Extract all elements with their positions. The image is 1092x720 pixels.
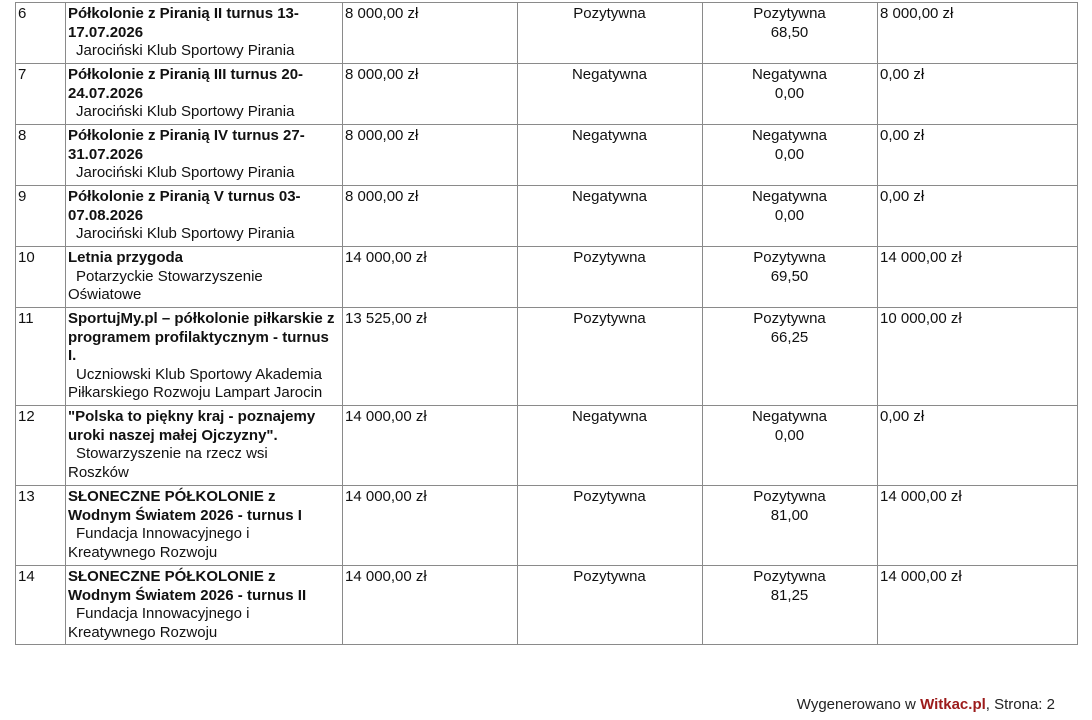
row-number-cell: 10 xyxy=(16,247,66,308)
table-row xyxy=(16,64,1078,125)
merit-assessment-cell xyxy=(703,3,878,64)
merit-assessment-cell xyxy=(703,247,878,308)
organization-name-continued: Kreatywnego Rozwoju xyxy=(68,543,218,561)
formal-assessment-cell: Negatywna xyxy=(518,125,703,186)
merit-score: 66,25 xyxy=(770,328,809,346)
organization-name: Fundacja Innowacyjnego i xyxy=(76,525,250,542)
granted-amount-cell: 14 000,00 zł xyxy=(878,486,1078,566)
task-title: SŁONECZNE PÓŁKOLONIE z Wodnym Światem 2026 - turnus II xyxy=(68,568,307,604)
granted-amount-cell: 0,00 zł xyxy=(878,125,1078,186)
table-row xyxy=(16,247,1078,308)
footer-brand-link[interactable]: Witkac.pl xyxy=(920,696,986,713)
task-title: Półkolonie z Piranią III turnus 20-24.07.2026 xyxy=(68,66,304,102)
organization-name: Jarociński Klub Sportowy Pirania xyxy=(76,42,295,59)
task-title: "Polska to piękny kraj - poznajemy uroki naszej małej Ojczyzny". xyxy=(68,408,316,444)
task-cell xyxy=(66,64,343,125)
merit-status: Pozytywna xyxy=(753,5,826,22)
merit-assessment-cell xyxy=(703,308,878,406)
merit-score: 0,00 xyxy=(774,426,805,444)
organization-name-continued: Roszków xyxy=(68,463,129,481)
requested-amount-cell: 14 000,00 zł xyxy=(343,486,518,566)
organization-name: Stowarzyszenie na rzecz wsi xyxy=(76,445,268,462)
granted-amount-cell: 10 000,00 zł xyxy=(878,308,1078,406)
organization-name-continued: Oświatowe xyxy=(68,286,142,303)
formal-assessment-cell: Pozytywna xyxy=(518,486,703,566)
table-row xyxy=(16,566,1078,645)
requested-amount-cell: 8 000,00 zł xyxy=(343,3,518,64)
formal-assessment-cell: Negatywna xyxy=(518,406,703,486)
merit-status: Negatywna xyxy=(751,66,828,83)
organization-name-continued: Kreatywnego Rozwoju xyxy=(68,623,218,641)
organization-name: Fundacja Innowacyjnego i xyxy=(76,605,250,622)
task-cell xyxy=(66,247,343,308)
granted-amount-cell: 8 000,00 zł xyxy=(878,3,1078,64)
row-number-cell: 13 xyxy=(16,486,66,566)
results-table-body xyxy=(16,3,1078,645)
merit-status: Pozytywna xyxy=(753,488,826,505)
merit-status: Pozytywna xyxy=(753,310,826,327)
requested-amount-cell: 13 525,00 zł xyxy=(343,308,518,406)
organization-name-continued: Piłkarskiego Rozwoju Lampart Jarocin xyxy=(68,384,323,401)
task-title: SportujMy.pl – półkolonie piłkarskie z programem profilaktycznym - turnus I. xyxy=(68,310,335,364)
page-footer xyxy=(797,696,1055,713)
footer-page-number: , Strona: 2 xyxy=(985,696,1055,713)
organization-name: Jarociński Klub Sportowy Pirania xyxy=(76,164,295,181)
task-cell xyxy=(66,186,343,247)
task-title: Półkolonie z Piranią V turnus 03-07.08.2026 xyxy=(68,188,301,224)
table-row xyxy=(16,486,1078,566)
task-cell xyxy=(66,125,343,186)
formal-assessment-cell: Pozytywna xyxy=(518,247,703,308)
task-cell xyxy=(66,406,343,486)
merit-assessment-cell xyxy=(703,486,878,566)
granted-amount-cell: 14 000,00 zł xyxy=(878,566,1078,645)
requested-amount-cell: 14 000,00 zł xyxy=(343,406,518,486)
requested-amount-cell: 8 000,00 zł xyxy=(343,64,518,125)
merit-score: 81,00 xyxy=(770,506,809,524)
merit-assessment-cell xyxy=(703,566,878,645)
row-number-cell: 14 xyxy=(16,566,66,645)
formal-assessment-cell: Pozytywna xyxy=(518,3,703,64)
table-row xyxy=(16,308,1078,406)
granted-amount-cell: 0,00 zł xyxy=(878,64,1078,125)
task-title: Półkolonie z Piranią II turnus 13-17.07.2026 xyxy=(68,5,299,41)
row-number-cell: 6 xyxy=(16,3,66,64)
task-cell xyxy=(66,566,343,645)
granted-amount-cell: 0,00 zł xyxy=(878,406,1078,486)
footer-prefix: Wygenerowano w xyxy=(796,696,921,713)
merit-assessment-cell xyxy=(703,125,878,186)
organization-name: Potarzyckie Stowarzyszenie xyxy=(76,267,263,285)
formal-assessment-cell: Pozytywna xyxy=(518,308,703,406)
requested-amount-cell: 8 000,00 zł xyxy=(343,186,518,247)
requested-amount-cell: 14 000,00 zł xyxy=(343,247,518,308)
requested-amount-cell: 14 000,00 zł xyxy=(343,566,518,645)
task-cell xyxy=(66,308,343,406)
organization-name: Uczniowski Klub Sportowy Akademia xyxy=(76,365,322,383)
granted-amount-cell: 14 000,00 zł xyxy=(878,247,1078,308)
row-number-cell: 7 xyxy=(16,64,66,125)
merit-score: 0,00 xyxy=(774,206,805,224)
merit-status: Pozytywna xyxy=(753,249,826,266)
merit-status: Negatywna xyxy=(751,127,828,144)
row-number-cell: 9 xyxy=(16,186,66,247)
formal-assessment-cell: Negatywna xyxy=(518,186,703,247)
merit-status: Negatywna xyxy=(751,188,828,205)
merit-assessment-cell xyxy=(703,186,878,247)
task-title: SŁONECZNE PÓŁKOLONIE z Wodnym Światem 2026 - turnus I xyxy=(68,488,302,524)
row-number-cell: 8 xyxy=(16,125,66,186)
task-title: Letnia przygoda xyxy=(68,249,184,266)
table-row xyxy=(16,406,1078,486)
organization-name: Jarociński Klub Sportowy Pirania xyxy=(76,225,295,242)
merit-assessment-cell xyxy=(703,64,878,125)
merit-assessment-cell xyxy=(703,406,878,486)
merit-status: Pozytywna xyxy=(753,568,826,585)
task-cell xyxy=(66,486,343,566)
row-number-cell: 11 xyxy=(16,308,66,406)
merit-status: Negatywna xyxy=(751,408,828,425)
requested-amount-cell: 8 000,00 zł xyxy=(343,125,518,186)
results-table xyxy=(15,2,1078,645)
task-title: Półkolonie z Piranią IV turnus 27-31.07.2026 xyxy=(68,127,305,163)
task-cell xyxy=(66,3,343,64)
merit-score: 81,25 xyxy=(770,586,809,604)
merit-score: 0,00 xyxy=(774,145,805,163)
table-row xyxy=(16,3,1078,64)
formal-assessment-cell: Pozytywna xyxy=(518,566,703,645)
row-number-cell: 12 xyxy=(16,406,66,486)
table-row xyxy=(16,186,1078,247)
merit-score: 0,00 xyxy=(774,84,805,102)
formal-assessment-cell: Negatywna xyxy=(518,64,703,125)
granted-amount-cell: 0,00 zł xyxy=(878,186,1078,247)
organization-name: Jarociński Klub Sportowy Pirania xyxy=(76,103,295,120)
table-row xyxy=(16,125,1078,186)
merit-score: 69,50 xyxy=(770,267,809,285)
merit-score: 68,50 xyxy=(770,23,809,41)
